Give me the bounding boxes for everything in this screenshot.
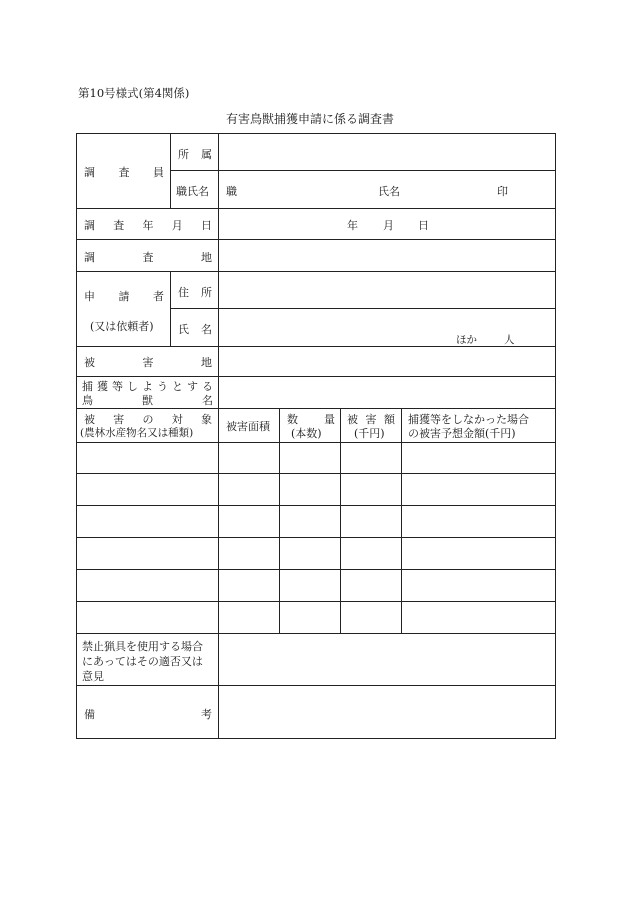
page-title: 有害鳥獣捕獲申請に係る調査書 — [226, 112, 395, 126]
target-species-label-line2: 鳥 獣 名 — [82, 394, 213, 407]
damage-area-cell[interactable] — [219, 506, 279, 537]
damage-forecast-cell[interactable] — [402, 570, 555, 601]
others-suffix: 人 — [504, 334, 515, 346]
others-count-field[interactable] — [480, 330, 504, 345]
damage-quantity-cell[interactable] — [280, 506, 340, 537]
date-year-unit: 年 — [347, 219, 358, 232]
header-forecast-line2: の被害予想金額(千円) — [408, 427, 516, 440]
survey-place-label: 調 査 地 — [84, 251, 212, 264]
header-target-line1: 被 害 の 対 象 — [84, 413, 212, 426]
damage-forecast-cell[interactable] — [402, 506, 555, 537]
affiliation-label: 所 属 — [178, 148, 212, 161]
header-target-line2: (農林水産物名又は種類) — [80, 427, 194, 439]
seal-mark: 印 — [497, 185, 508, 198]
name-label: 氏 名 — [178, 323, 212, 336]
damage-target-cell[interactable] — [77, 538, 218, 569]
prohibited-tools-label-line1: 禁止猟具を使用する場合 — [82, 640, 203, 653]
damage-forecast-cell[interactable] — [402, 602, 555, 633]
damage-forecast-cell[interactable] — [402, 538, 555, 569]
damage-amount-cell[interactable] — [341, 570, 401, 601]
damage-target-cell[interactable] — [77, 602, 218, 633]
target-species-field[interactable] — [219, 377, 555, 408]
form-number: 第10号様式(第4関係) — [78, 86, 190, 100]
damage-forecast-cell[interactable] — [402, 443, 555, 473]
damage-target-cell[interactable] — [77, 474, 218, 505]
address-label: 住 所 — [178, 286, 212, 299]
remarks-field[interactable] — [219, 686, 555, 738]
remarks-label: 備 考 — [84, 708, 212, 721]
damage-quantity-cell[interactable] — [280, 443, 340, 473]
damage-quantity-cell[interactable] — [280, 474, 340, 505]
prohibited-tools-label-line2: にあってはその適否又は — [82, 655, 203, 668]
prohibited-tools-field[interactable] — [219, 634, 555, 685]
damage-target-cell[interactable] — [77, 443, 218, 473]
applicant-sublabel: (又は依頼者) — [90, 320, 154, 333]
damage-target-cell[interactable] — [77, 570, 218, 601]
position-name-field[interactable] — [238, 171, 538, 207]
name-prefix: 氏名 — [378, 185, 400, 198]
damage-quantity-cell[interactable] — [280, 538, 340, 569]
damage-place-label: 被 害 地 — [84, 356, 212, 369]
header-forecast-line1: 捕獲等をしなかった場合 — [408, 413, 529, 426]
surveyor-label: 調 査 員 — [84, 166, 164, 179]
affiliation-field[interactable] — [219, 134, 555, 170]
damage-quantity-cell[interactable] — [280, 602, 340, 633]
damage-amount-cell[interactable] — [341, 474, 401, 505]
others-prefix: ほか — [456, 334, 477, 346]
date-month-unit: 月 — [383, 219, 394, 232]
applicant-label: 申 請 者 — [84, 290, 164, 303]
damage-area-cell[interactable] — [219, 538, 279, 569]
header-quantity-line1: 数 量 — [287, 413, 335, 426]
damage-amount-cell[interactable] — [341, 506, 401, 537]
position-name-label: 職氏名 — [176, 185, 209, 198]
position-prefix: 職 — [226, 185, 237, 198]
damage-quantity-cell[interactable] — [280, 570, 340, 601]
damage-amount-cell[interactable] — [341, 602, 401, 633]
damage-place-field[interactable] — [219, 347, 555, 376]
header-amount-line1: 被 害 額 — [347, 413, 395, 426]
damage-area-cell[interactable] — [219, 443, 279, 473]
damage-amount-cell[interactable] — [341, 443, 401, 473]
applicant-name-field[interactable] — [219, 309, 449, 333]
damage-forecast-cell[interactable] — [402, 474, 555, 505]
damage-target-cell[interactable] — [77, 506, 218, 537]
header-quantity-line2: (本数) — [291, 427, 322, 440]
date-day-unit: 日 — [418, 219, 429, 232]
damage-area-cell[interactable] — [219, 474, 279, 505]
damage-amount-cell[interactable] — [341, 538, 401, 569]
damage-area-cell[interactable] — [219, 570, 279, 601]
damage-area-cell[interactable] — [219, 602, 279, 633]
survey-date-label: 調 査 年 月 日 — [84, 219, 212, 232]
survey-date-field[interactable] — [219, 209, 555, 239]
address-field[interactable] — [219, 272, 555, 308]
header-area: 被害面積 — [226, 420, 270, 433]
survey-place-field[interactable] — [219, 240, 555, 271]
target-species-label-line1: 捕 獲 等 し よ う と す る — [82, 380, 213, 393]
prohibited-tools-label-line3: 意見 — [82, 670, 104, 683]
header-amount-line2: (千円) — [354, 427, 385, 440]
